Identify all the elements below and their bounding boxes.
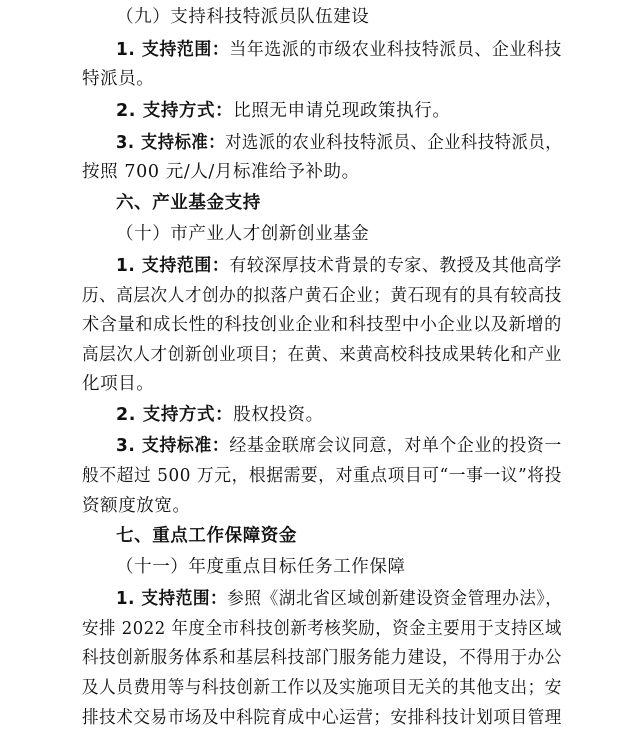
s11-scope-line-3: 科技创新服务体系和基层科技部门服务能力建设，不得用于办公 [82, 648, 562, 668]
s9-standard-line-2: 按照 700 元/人/月标准给予补助。 [82, 162, 360, 182]
s11-scope-line-2: 安排 2022 年度全市科技创新考核奖励，资金主要用于支持区域 [82, 619, 563, 639]
s10-method-label: 2. 支持方式： [116, 405, 234, 425]
s10-scope-line-3: 术含量和成长性的科技创业企业和科技型中小企业以及新增的 [82, 315, 562, 335]
s9-method-label: 2. 支持方式： [116, 101, 234, 121]
section-heading-11: （十一）年度重点目标任务工作保障 [116, 557, 406, 577]
s9-scope-line-1 [116, 40, 562, 60]
s10-standard-line-3: 资额度放宽。 [82, 496, 191, 516]
s9-method-text: 比照无申请兑现政策执行。 [233, 101, 451, 121]
s10-scope-line-4: 高层次人才创新创业项目；在黄、来黄高校科技成果转化和产业 [82, 345, 562, 365]
s11-scope-line-4: 及人员费用等与科技创新工作以及实施项目无关的其他支出；安 [82, 678, 562, 698]
s9-scope-line-2: 特派员。 [82, 69, 155, 89]
s10-scope-text-1: 有较深厚技术背景的专家、教授及其他高学 [229, 256, 562, 276]
s9-scope-label: 1. 支持范围： [116, 40, 230, 60]
section-heading-seven: 七、重点工作保障资金 [116, 526, 297, 546]
s10-method-text: 股权投资。 [233, 405, 324, 425]
s11-scope-line-5: 排技术交易市场及中科院育成中心运营；安排科技计划项目管理 [82, 708, 562, 728]
s9-standard-line-1 [116, 133, 563, 153]
s9-method-line [116, 101, 450, 121]
s11-scope-text-1: 参照《湖北省区域创新建设资金管理办法》， [227, 589, 563, 609]
s11-scope-line-1 [116, 589, 563, 609]
s10-scope-label: 1. 支持范围： [116, 256, 230, 276]
s10-scope-line-2: 历、高层次人才创办的拟落户黄石企业；黄石现有的具有较高技 [82, 286, 562, 306]
s10-standard-label: 3. 支持标准： [116, 436, 230, 456]
s10-standard-text-1: 经基金联席会议同意，对单个企业的投资一 [229, 436, 562, 456]
s10-scope-line-5: 化项目。 [82, 374, 155, 394]
section-heading-10: （十）市产业人才创新创业基金 [116, 224, 370, 244]
s10-method-line [116, 405, 324, 425]
section-heading-six: 六、产业基金支持 [116, 193, 261, 213]
s10-standard-line-1 [116, 436, 562, 456]
s11-scope-label: 1. 支持范围： [116, 589, 228, 609]
section-heading-9: （九）支持科技特派员队伍建设 [116, 7, 370, 27]
s9-scope-text-1: 当年选派的市级农业科技特派员、企业科技 [229, 40, 562, 60]
s10-standard-line-2: 般不超过 500 万元，根据需要，对重点项目可“一事一议”将投 [82, 466, 562, 486]
s9-standard-label: 3. 支持标准： [116, 133, 226, 153]
s9-standard-text-1: 对选派的农业科技特派员、企业科技特派员， [225, 133, 563, 153]
s10-scope-line-1 [116, 256, 562, 276]
